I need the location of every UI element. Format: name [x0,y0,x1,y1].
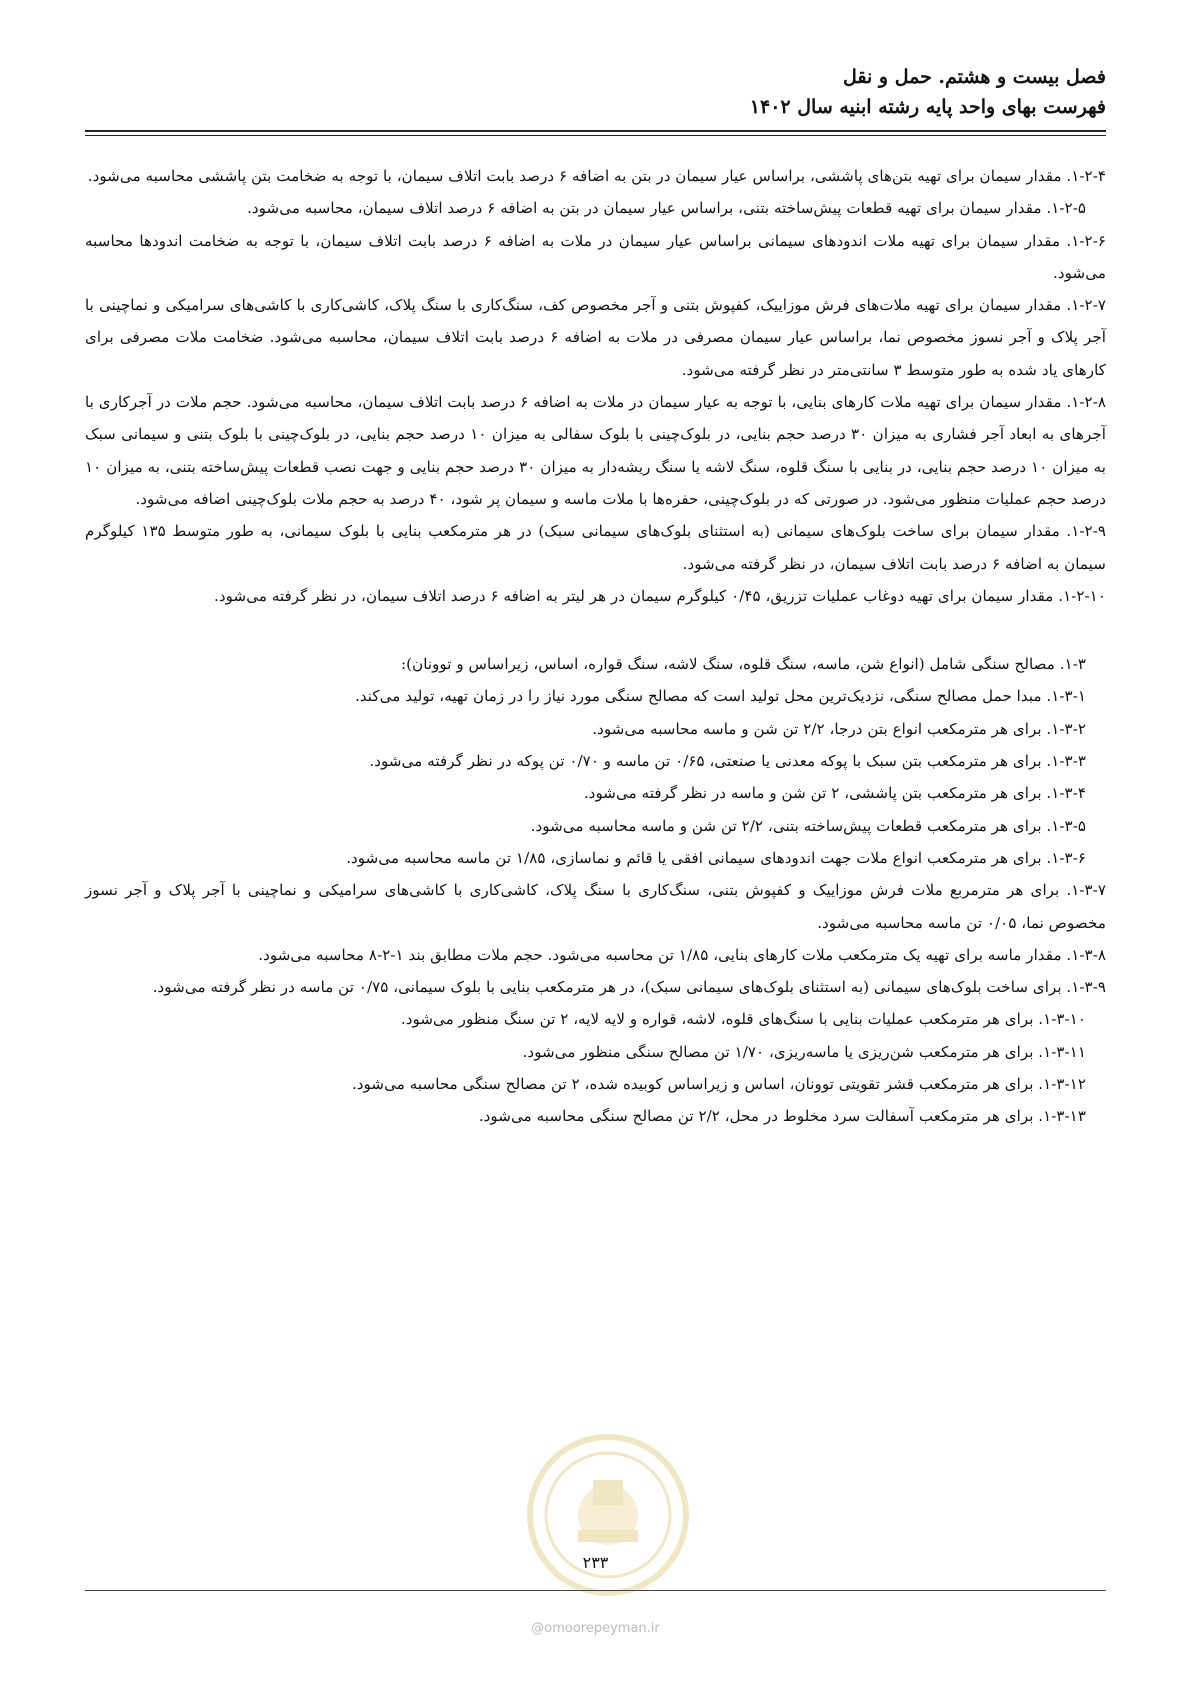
paragraph: ۱-۲-۶. مقدار سیمان برای تهیه ملات اندودهای سیمانی براساس عیار سیمان در ملات به اضافه ۶ درصد بابت اتلاف سیمان، با توجه به ضخامت اندودها محاسبه می‌شود. [85,231,1107,282]
list-item: ۱-۳-۷. برای هر مترمربع ملات فرش موزاییک و کفپوش بتنی، سنگ‌کاری با سنگ پلاک، کاشی‌کاری با کاشی‌های سرامیکی و نماچینی با آجر پلاک و آجر نسوز مخصوص نما، ۰/۰۵ تن ماسه محاسبه می‌شود. [85,881,1106,932]
website-watermark: @omoorepeyman.ir [531,1621,660,1636]
footer-rule [85,1590,1106,1591]
list-item: ۱-۳-۹. برای ساخت بلوک‌های سیمانی (به استثنای بلوک‌های سیمانی سبک)، در هر مترمکعب بنایی با بلوک سیمانی، ۰/۷۵ تن ماسه در نظر گرفته می‌شود. [152,978,1106,997]
header-rule-thick [85,130,1106,132]
paragraph: ۱-۲-۷. مقدار سیمان برای تهیه ملات‌های فرش موزاییک، کفپوش بتنی و آجر مخصوص کف، سنگ‌کاری با سنگ پلاک، کاشی‌کاری با کاشی‌های سرامیکی و نماچینی با آجر پلاک و آجر نسوز مخصوص نما، براساس عیار سیمان مصرفی در ملات به اضافه ۶ درصد بابت اتلاف سیمان، محاسبه می‌شود. ضخامت ملات مصرفی برای کارهای یاد شده به طور متوسط ۳ سانتی‌متر در نظر گرفته می‌شود. [85,296,1107,379]
book-title: فهرست بهای واحد پایه رشته ابنیه سال ۱۴۰۲ [749,96,1106,118]
body-text [85,160,1106,1133]
list-item: ۱-۳-۱۱. برای هر مترمکعب شن‌ریزی یا ماسه‌ریزی، ۱/۷۰ تن مصالح سنگی منظور می‌شود. [522,1042,1086,1061]
list-item: ۱-۳-۲. برای هر مترمکعب انواع بتن درجا، ۲/۲ تن شن و ماسه محاسبه می‌شود. [592,719,1086,738]
list-item: ۱-۳-۱۲. برای هر مترمکعب قشر تقویتی توونان، اساس و زیراساس کوبیده شده، ۲ تن مصالح سنگی محاسبه می‌شود. [351,1075,1086,1094]
watermark-seal-icon [523,1430,693,1600]
chapter-title: فصل بیست و هشتم. حمل و نقل [843,66,1106,88]
section-aggregates [85,648,1106,1132]
list-item: ۱-۳-۵. برای هر مترمکعب قطعات پیش‌ساخته بتنی، ۲/۲ تن شن و ماسه محاسبه می‌شود. [530,816,1086,835]
list-item: ۱-۳-۸. مقدار ماسه برای تهیه یک مترمکعب ملات کارهای بنایی، ۱/۸۵ تن محاسبه می‌شود. حجم ملات مطابق بند ۱-۲-۸ محاسبه می‌شود. [258,945,1106,964]
paragraph: ۱-۲-۹. مقدار سیمان برای ساخت بلوک‌های سیمانی (به استثنای بلوک‌های سیمانی سبک) در هر مترمکعب بنایی با بلوک سیمانی، به طور متوسط ۱۳۵ کیلوگرم سیمان به اضافه ۶ درصد بابت اتلاف سیمان، در نظر گرفته می‌شود. [85,522,1106,573]
page-header [86,62,1106,122]
list-item: ۱-۳-۴. برای هر مترمکعب بتن پاششی، ۲ تن شن و ماسه در نظر گرفته می‌شود. [583,784,1086,803]
list-item: ۱-۳-۳. برای هر مترمکعب بتن سبک با پوکه معدنی یا صنعتی، ۰/۶۵ تن ماسه و ۰/۷۰ تن پوکه در نظر گرفته می‌شود. [369,752,1086,771]
list-item: ۱-۳-۶. برای هر مترمکعب انواع ملات جهت اندودهای سیمانی افقی یا قائم و نماسازی، ۱/۸۵ تن ماسه محاسبه می‌شود. [346,848,1086,867]
section-heading: ۱-۳. مصالح سنگی شامل (انواع شن، ماسه، سنگ قلوه، سنگ لاشه، سنگ قواره، اساس، زیراساس و توونان): [401,655,1086,674]
paragraph: ۱-۲-۱۰. مقدار سیمان برای تهیه دوغاب عملیات تزریق، ۰/۴۵ کیلوگرم سیمان در هر لیتر به اضافه ۶ درصد اتلاف سیمان، در نظر گرفته می‌شود. [214,586,1106,605]
paragraph: ۱-۲-۴. مقدار سیمان برای تهیه بتن‌های پاششی، براساس عیار سیمان در بتن به اضافه ۶ درصد بابت اتلاف سیمان، با توجه به ضخامت بتن پاششی محاسبه می‌شود. [87,167,1106,185]
page-number: ۲۳۳ [582,1553,609,1572]
list-item: ۱-۳-۱۰. برای هر مترمکعب عملیات بنایی با سنگ‌های قلوه، لاشه، قواره و لایه لایه، ۲ تن سنگ منظور می‌شود. [400,1010,1086,1029]
list-item: ۱-۳-۱. مبدا حمل مصالح سنگی، نزدیک‌ترین محل تولید است که مصالح سنگی مورد نیاز را در زمان تهیه، تولید می‌کند. [354,687,1086,706]
paragraph: ۱-۲-۸. مقدار سیمان برای تهیه ملات کارهای بنایی، با توجه به عیار سیمان در ملات به اضافه ۶ درصد بابت اتلاف سیمان، محاسبه می‌شود. حجم ملات در آجرکاری با آجرهای به ابعاد آجر فشاری به میزان ۳۰ درصد حجم بنایی، در بلوک‌چینی با بلوک سفالی به میزان ۱۰ درصد حجم بنایی، در بلوک‌چینی با بلوک بتنی و سیمانی سبک به میزان ۱۰ درصد حجم بنایی، در بنایی با سنگ قلوه، سنگ لاشه یا سنگ ریشه‌دار به میزان ۳۰ درصد حجم بنایی و جهت نصب قطعات پیش‌ساخته بتنی، به میزان ۱۰ درصد حجم عملیات منظور می‌شود. در صورتی که در بلوک‌چینی، حفره‌ها با ملات ماسه و سیمان پر شود، ۴۰ درصد به حجم ملات بلوک‌چینی اضافه می‌شود. [85,393,1106,508]
header-rule-thin [85,135,1106,136]
list-item: ۱-۳-۱۳. برای هر مترمکعب آسفالت سرد مخلوط در محل، ۲/۲ تن مصالح سنگی محاسبه می‌شود. [478,1107,1086,1126]
paragraph: ۱-۲-۵. مقدار سیمان برای تهیه قطعات پیش‌ساخته بتنی، براساس عیار سیمان در بتن به اضافه ۶ درصد اتلاف سیمان، محاسبه می‌شود. [247,199,1086,218]
